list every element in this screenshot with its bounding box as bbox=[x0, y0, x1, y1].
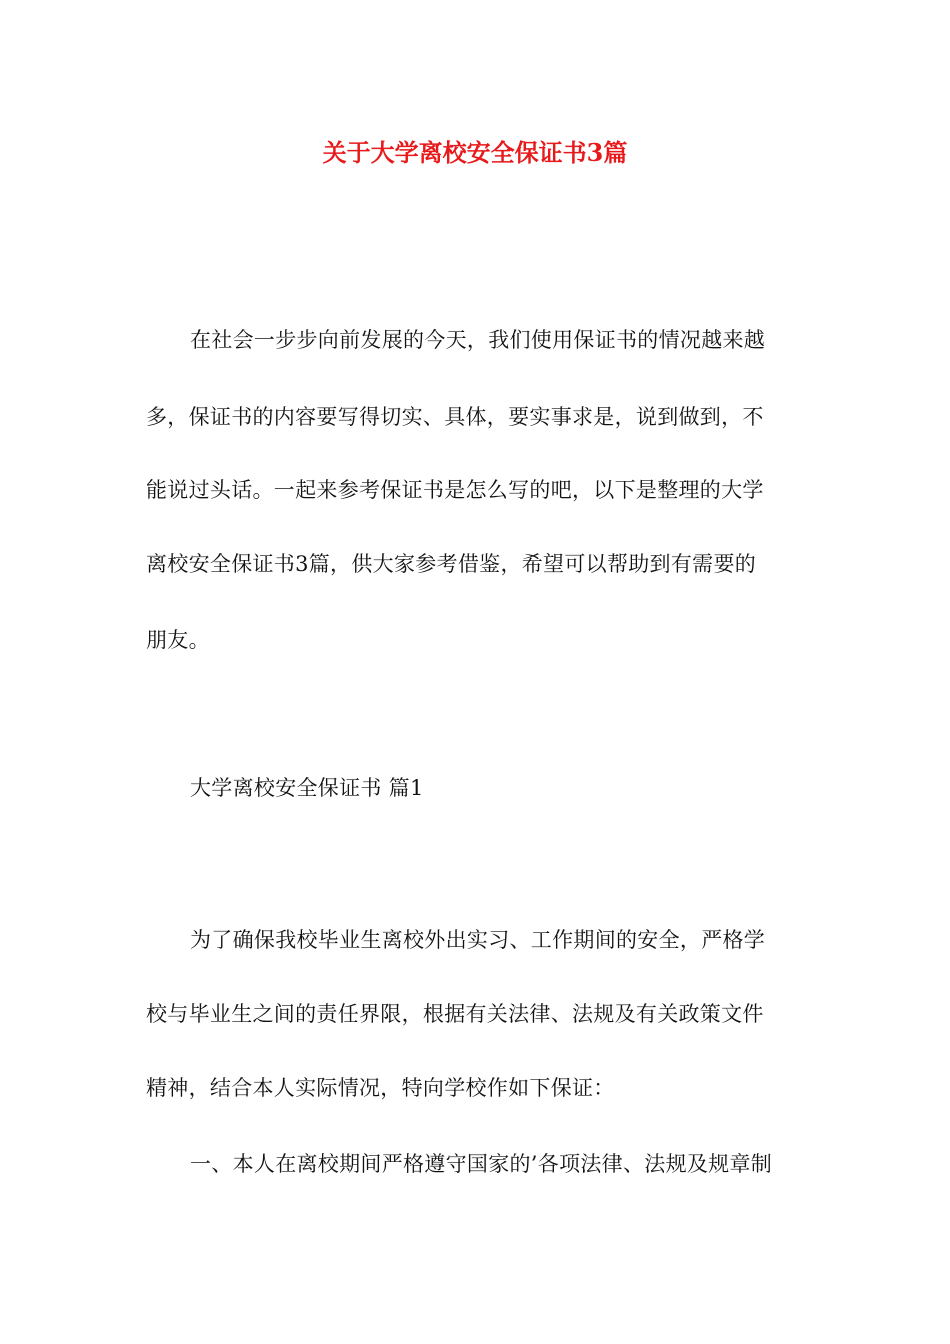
body-line-2: 校与毕业生之间的责任界限，根据有关法律、法规及有关政策文件 bbox=[146, 1002, 764, 1026]
intro-line-2: 多，保证书的内容要写得切实、具体，要实事求是，说到做到，不 bbox=[146, 405, 764, 429]
body-line-1: 为了确保我校毕业生离校外出实习、工作期间的安全，严格学 bbox=[190, 928, 766, 952]
body-line-3: 精神，结合本人实际情况，特向学校作如下保证： bbox=[146, 1076, 615, 1100]
section-heading: 大学离校安全保证书 篇1 bbox=[190, 776, 424, 800]
intro-line-4: 离校安全保证书3篇，供大家参考借鉴，希望可以帮助到有需要的 bbox=[146, 552, 757, 576]
body-line-4: 一、本人在离校期间严格遵守国家的’各项法律、法规及规章制 bbox=[190, 1152, 773, 1176]
intro-line-5: 朋友。 bbox=[146, 628, 210, 652]
document-title: 关于大学离校安全保证书3篇 bbox=[322, 138, 628, 167]
intro-line-3: 能说过头话。一起来参考保证书是怎么写的吧，以下是整理的大学 bbox=[146, 478, 764, 502]
intro-line-1: 在社会一步步向前发展的今天，我们使用保证书的情况越来越 bbox=[190, 328, 766, 352]
